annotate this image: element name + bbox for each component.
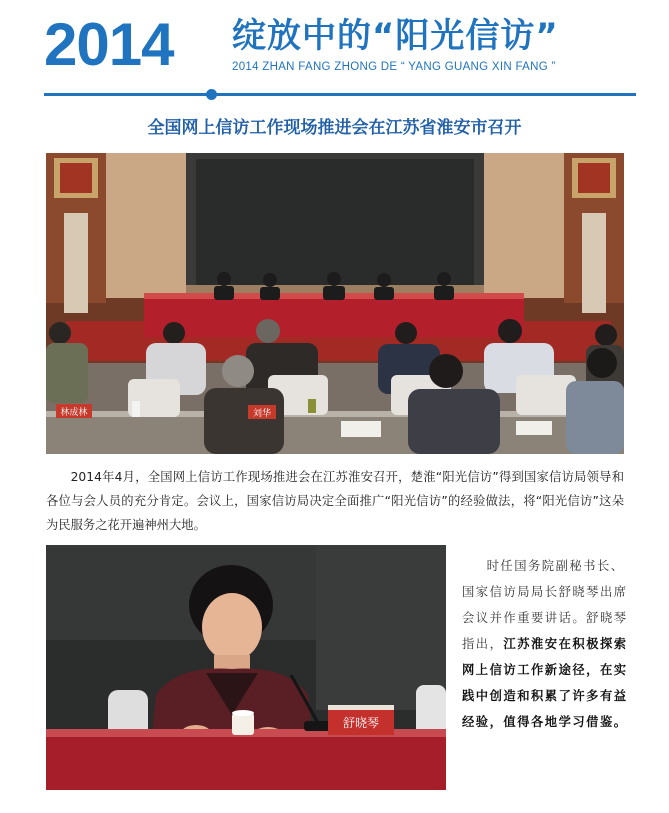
header-divider	[44, 93, 636, 96]
year-label: 2014	[44, 11, 174, 78]
article-caption: 2014年4月，全国网上信访工作现场推进会在江苏淮安召开，楚淮“阳光信访”得到国家信访局领导和各位与会人员的充分肯定。会议上，国家信访局决定全面推广“阳光信访”的经验做法，将“阳光信访”这朵为民服务之花开遍神州大地。	[46, 470, 625, 532]
page-title: 绽放中的“阳光信访”	[232, 16, 559, 56]
header-divider-dot	[206, 89, 217, 100]
conference-photo	[46, 153, 624, 454]
page-title-pinyin: 2014 ZHAN FANG ZHONG DE “ YANG GUANG XIN FANG ”	[232, 61, 556, 73]
side-text-bold: 江苏淮安在积极探索网上信访工作新途径，在实践中创造和积累了许多有益经验，值得各地学习借鉴。	[462, 637, 628, 729]
name-card-1: 林成林	[60, 408, 88, 418]
side-text	[462, 553, 630, 735]
article-headline: 全国网上信访工作现场推进会在江苏省淮安市召开	[147, 118, 522, 138]
speaker-photo	[46, 545, 446, 790]
name-card-2: 刘华	[252, 409, 272, 419]
side-text-plain: 时任国务院副秘书长、国家信访局局长舒晓琴出席会议并作重要讲话。舒晓琴指出，	[462, 559, 628, 651]
speaker-name-card: 舒晓琴	[342, 716, 380, 730]
